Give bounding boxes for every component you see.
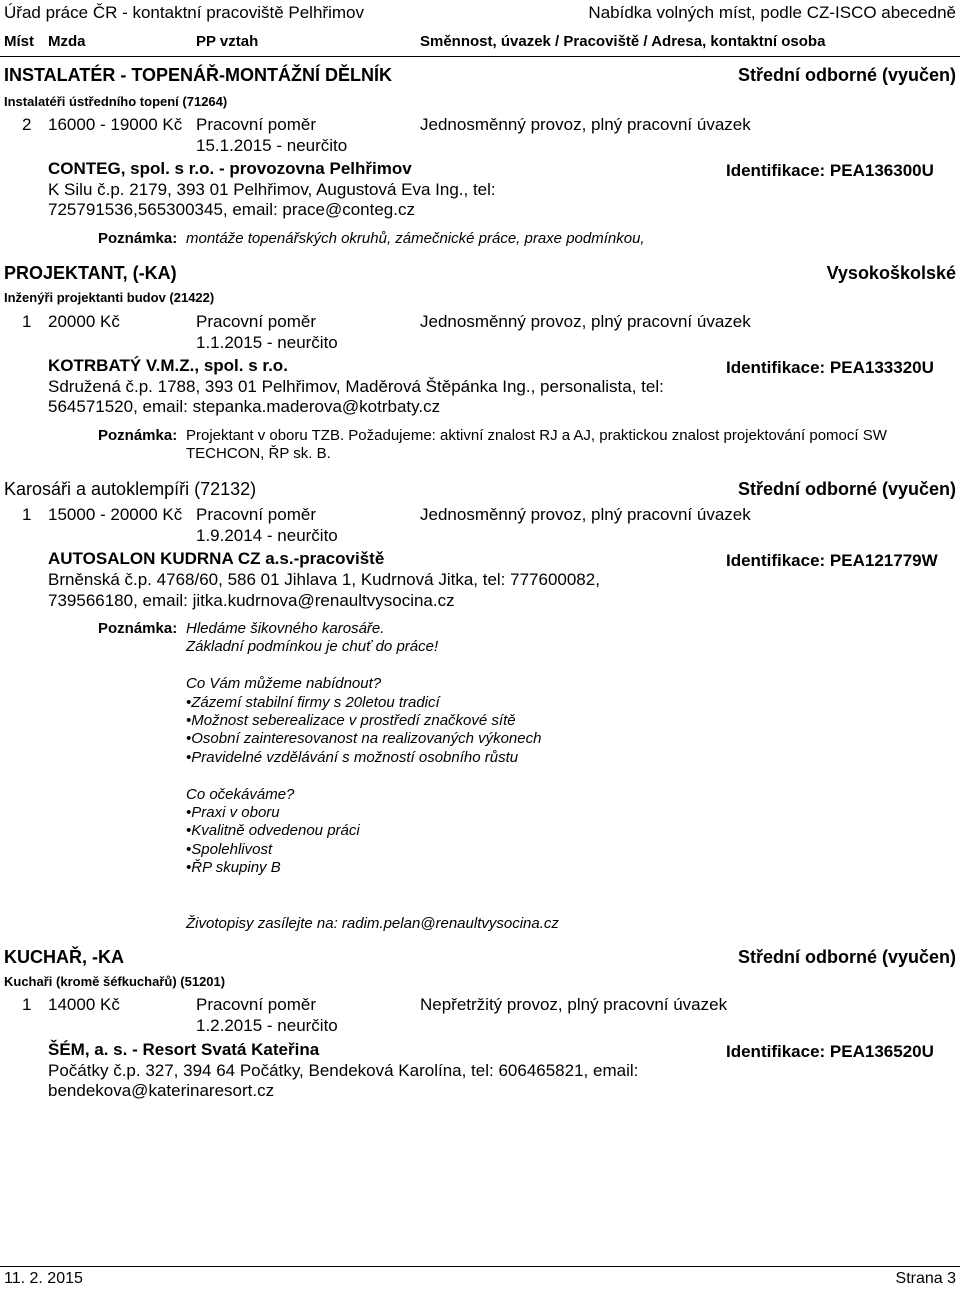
job-address-line1: Sdružená č.p. 1788, 393 01 Pelhřimov, Maděrová Štěpánka Ing., personalista, tel: xyxy=(48,377,664,396)
job-ident: Identifikace: PEA121779W xyxy=(726,551,938,570)
job-count: 1 xyxy=(22,505,32,524)
job-period: 15.1.2015 - neurčito xyxy=(196,136,348,155)
job-education: Střední odborné (vyučen) xyxy=(737,65,956,85)
col-mist: Míst xyxy=(4,33,34,50)
note-line xyxy=(186,767,559,785)
job-count: 2 xyxy=(22,115,32,134)
job-education: Střední odborné (vyučen) xyxy=(737,479,956,499)
job-note: Projektant v oboru TZB. Požadujeme: aktivní znalost RJ a AJ, praktickou znalost projektování pomocí SW xyxy=(186,427,887,444)
job-wage: 20000 Kč xyxy=(48,312,120,331)
job-pp: Pracovní poměr xyxy=(196,312,316,331)
job-note-label: Poznámka: xyxy=(98,427,178,444)
job-ident: Identifikace: PEA136300U xyxy=(726,161,934,180)
note-line: Co očekáváme? xyxy=(186,785,295,803)
job-address-line1: Brněnská č.p. 4768/60, 586 01 Jihlava 1, Kudrnová Jitka, tel: 777600082, xyxy=(48,570,600,589)
note-line xyxy=(186,878,559,896)
job-count: 1 xyxy=(22,312,32,331)
job-employer: KOTRBATÝ V.M.Z., spol. s r.o. xyxy=(48,356,288,375)
job-address-line1: Počátky č.p. 327, 394 64 Počátky, Bendeková Karolína, tel: 606465821, email: xyxy=(48,1061,639,1080)
job-employer: CONTEG, spol. s r.o. - provozovna Pelhřimov xyxy=(48,159,412,178)
job-isco: Inženýři projektanti budov (21422) xyxy=(4,290,215,305)
job-employer: AUTOSALON KUDRNA CZ a.s.-pracoviště xyxy=(48,549,385,568)
footer-divider xyxy=(0,1266,960,1267)
job-title: KUCHAŘ, -KA xyxy=(4,947,124,967)
job-wage: 16000 - 19000 Kč xyxy=(48,115,183,134)
job-note-label: Poznámka: xyxy=(98,620,178,637)
job-note-label: Poznámka: xyxy=(98,230,178,247)
note-line xyxy=(186,896,559,914)
job-pp: Pracovní poměr xyxy=(196,995,316,1014)
job-period: 1.1.2015 - neurčito xyxy=(196,333,338,352)
job-note-line2: TECHCON, ŘP sk. B. xyxy=(186,445,331,462)
header-divider xyxy=(0,56,960,57)
job-note: montáže topenářských okruhů, zámečnické práce, praxe podmínkou, xyxy=(186,230,645,247)
job-address-line2: bendekova@katerinaresort.cz xyxy=(48,1081,275,1100)
job-shift: Jednosměnný provoz, plný pracovní úvazek xyxy=(420,312,751,331)
job-address-line2: 725791536,565300345, email: prace@conteg.cz xyxy=(48,200,415,219)
note-line xyxy=(186,657,559,675)
job-address-line1: K Silu č.p. 2179, 393 01 Pelhřimov, Augustová Eva Ing., tel: xyxy=(48,180,496,199)
job-ident: Identifikace: PEA136520U xyxy=(726,1042,934,1061)
col-mzda: Mzda xyxy=(48,33,86,50)
job-shift: Jednosměnný provoz, plný pracovní úvazek xyxy=(420,505,751,524)
job-isco: Kuchaři (kromě šéfkuchařů) (51201) xyxy=(4,974,226,989)
header-title: Nabídka volných míst, podle CZ-ISCO abecedně xyxy=(588,3,956,22)
note-line: •Zázemí stabilní firmy s 20letou tradicí xyxy=(186,693,440,711)
job-employer: ŠÉM, a. s. - Resort Svatá Kateřina xyxy=(48,1040,320,1059)
job-note-block xyxy=(186,620,559,933)
job-address-line2: 564571520, email: stepanka.maderova@kotrbaty.cz xyxy=(48,397,441,416)
note-line: •Možnost seberealizace v prostředí značkové sítě xyxy=(186,712,516,730)
job-wage: 15000 - 20000 Kč xyxy=(48,505,183,524)
note-line: •ŘP skupiny B xyxy=(186,859,281,877)
job-shift: Jednosměnný provoz, plný pracovní úvazek xyxy=(420,115,751,134)
job-wage: 14000 Kč xyxy=(48,995,120,1014)
footer-page: Strana 3 xyxy=(895,1270,956,1287)
note-line: Životopisy zasílejte na: radim.pelan@renaultvysocina.cz xyxy=(186,914,559,932)
job-shift: Nepřetržitý provoz, plný pracovní úvazek xyxy=(420,995,728,1014)
note-line: •Osobní zainteresovanost na realizovaných výkonech xyxy=(186,730,542,748)
note-line: •Kvalitně odvedenou práci xyxy=(186,822,360,840)
job-period: 1.2.2015 - neurčito xyxy=(196,1016,338,1035)
col-smennost: Směnnost, úvazek / Pracoviště / Adresa, kontaktní osoba xyxy=(420,33,826,50)
job-pp: Pracovní poměr xyxy=(196,505,316,524)
note-line: Hledáme šikovného karosáře. xyxy=(186,620,385,637)
note-line: Co Vám můžeme nabídnout? xyxy=(186,675,382,693)
footer-date: 11. 2. 2015 xyxy=(4,1270,83,1287)
note-line: •Spolehlivost xyxy=(186,840,273,858)
note-line: Základní podmínkou je chuť do práce! xyxy=(186,638,439,656)
job-count: 1 xyxy=(22,995,32,1014)
job-education: Střední odborné (vyučen) xyxy=(737,947,956,967)
job-pp: Pracovní poměr xyxy=(196,115,316,134)
col-pp: PP vztah xyxy=(196,33,259,50)
job-ident: Identifikace: PEA133320U xyxy=(726,358,934,377)
job-education: Vysokoškolské xyxy=(826,263,956,283)
note-line: •Praxi v oboru xyxy=(186,804,280,822)
job-isco: Instalatéři ústředního topení (71264) xyxy=(4,94,228,109)
note-line: •Pravidelné vzdělávání s možností osobního růstu xyxy=(186,748,519,766)
header-office: Úřad práce ČR - kontaktní pracoviště Pelhřimov xyxy=(4,3,364,22)
job-title: PROJEKTANT, (-KA) xyxy=(4,263,177,283)
job-title: INSTALATÉR - TOPENÁŘ-MONTÁŽNÍ DĚLNÍK xyxy=(4,65,392,85)
job-title: Karosáři a autoklempíři (72132) xyxy=(4,479,257,499)
job-address-line2: 739566180, email: jitka.kudrnova@renaultvysocina.cz xyxy=(48,591,455,610)
job-period: 1.9.2014 - neurčito xyxy=(196,526,338,545)
